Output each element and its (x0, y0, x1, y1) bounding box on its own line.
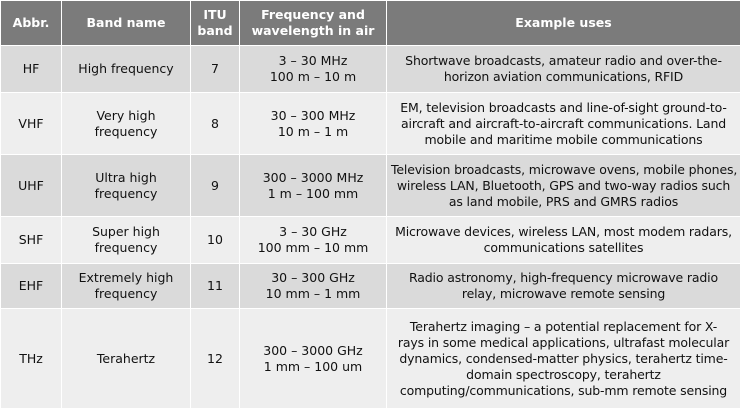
cell-frequency: 30 – 300 MHz 10 m – 1 m (240, 93, 387, 155)
header-band-name: Band name (62, 1, 191, 46)
table-row (1, 155, 740, 217)
cell-band-name: Very high frequency (62, 93, 191, 155)
cell-frequency: 3 – 30 MHz 100 m – 10 m (240, 46, 387, 93)
cell-frequency: 300 – 3000 MHz 1 m – 100 mm (240, 155, 387, 217)
cell-itu-band: 9 (191, 155, 240, 217)
cell-example-uses: EM, television broadcasts and line-of-sight ground-to- aircraft and aircraft-to-aircraft communications. Land mobile and maritime mobile communications (387, 93, 740, 155)
cell-itu-band: 8 (191, 93, 240, 155)
cell-example-uses: Radio astronomy, high-frequency microwave radio relay, microwave remote sensing (387, 264, 740, 309)
cell-example-uses: Microwave devices, wireless LAN, most modem radars, communications satellites (387, 217, 740, 264)
table-row (1, 309, 740, 409)
header-abbr: Abbr. (1, 1, 62, 46)
cell-abbr: THz (1, 309, 62, 409)
table-row (1, 217, 740, 264)
header-itu-band: ITU band (191, 1, 240, 46)
cell-example-uses: Shortwave broadcasts, amateur radio and over-the- horizon aviation communications, RFID (387, 46, 740, 93)
cell-itu-band: 7 (191, 46, 240, 93)
table-header-row (1, 1, 740, 46)
cell-abbr: VHF (1, 93, 62, 155)
cell-itu-band: 11 (191, 264, 240, 309)
cell-abbr: EHF (1, 264, 62, 309)
cell-abbr: SHF (1, 217, 62, 264)
cell-abbr: HF (1, 46, 62, 93)
cell-frequency: 30 – 300 GHz 10 mm – 1 mm (240, 264, 387, 309)
header-example-uses: Example uses (387, 1, 740, 46)
cell-abbr: UHF (1, 155, 62, 217)
table-row (1, 93, 740, 155)
cell-band-name: High frequency (62, 46, 191, 93)
cell-band-name: Super high frequency (62, 217, 191, 264)
cell-frequency: 300 – 3000 GHz 1 mm – 100 um (240, 309, 387, 409)
cell-frequency: 3 – 30 GHz 100 mm – 10 mm (240, 217, 387, 264)
cell-band-name: Extremely high frequency (62, 264, 191, 309)
cell-itu-band: 10 (191, 217, 240, 264)
cell-example-uses: Terahertz imaging – a potential replacement for X- rays in some medical applications, ultrafast molecular dynamics, condensed-matter physics, terahertz time- domain spectroscopy, terahertz computing/communications, sub-mm remote sensing (387, 309, 740, 409)
cell-example-uses: Television broadcasts, microwave ovens, mobile phones, wireless LAN, Bluetooth, GPS and two-way radios such as land mobile, PRS and GMRS radios (387, 155, 740, 217)
table-row (1, 46, 740, 93)
cell-band-name: Ultra high frequency (62, 155, 191, 217)
cell-itu-band: 12 (191, 309, 240, 409)
table-row (1, 264, 740, 309)
cell-band-name: Terahertz (62, 309, 191, 409)
header-frequency-wavelength: Frequency and wavelength in air (240, 1, 387, 46)
